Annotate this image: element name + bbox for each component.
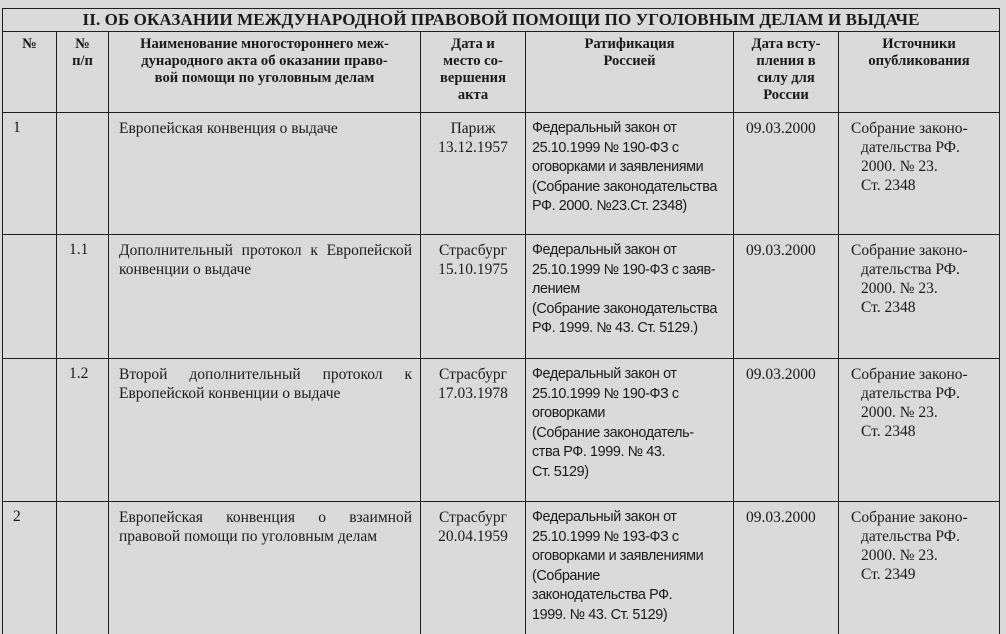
publication-source: Собрание законо- дательства РФ. 2000. № 23. Ст. 2348 — [839, 359, 1000, 502]
ratification-text: Федеральный закон от 25.10.1999 № 190-ФЗ с оговорками и заявлениями (Собрание законодательства РФ. 2000. №23.Ст. 2348) — [526, 113, 734, 235]
header-act-name: Наименование многостороннего меж- дународного акта об оказании право- вой помощи по уголовным делам — [109, 32, 421, 113]
table-row — [3, 113, 1000, 235]
effective-date: 09.03.2000 — [734, 235, 839, 359]
row-sub-num: 1.1 — [57, 235, 109, 359]
publication-source: Собрание законо- дательства РФ. 2000. № 23. Ст. 2349 — [839, 502, 1000, 634]
row-num: 2 — [3, 502, 57, 634]
act-date-place: Страсбург 15.10.1975 — [421, 235, 526, 359]
table-row — [3, 502, 1000, 634]
ratification-text: Федеральный закон от 25.10.1999 № 190-ФЗ с заяв- лением (Собрание законодательства РФ. 1999. № 43. Ст. 5129.) — [526, 235, 734, 359]
header-sources: Источники опубликования — [839, 32, 1000, 113]
header-ratification: Ратификация Россией — [526, 32, 734, 113]
header-date-place: Дата и место со- вершения акта — [421, 32, 526, 113]
header-row — [3, 32, 1000, 113]
act-name: Европейская конвенция о выдаче — [109, 113, 421, 235]
header-effective-date: Дата всту- пления в силу для России — [734, 32, 839, 113]
table-row — [3, 359, 1000, 502]
act-name: Европейская конвенция о взаимной правовой помощи по уголовным делам — [109, 502, 421, 634]
header-sub-num: № п/п — [57, 32, 109, 113]
ratification-text: Федеральный закон от 25.10.1999 № 190-ФЗ с оговорками (Собрание законодатель- ства РФ. 1999. № 43. Ст. 5129) — [526, 359, 734, 502]
ratification-text: Федеральный закон от 25.10.1999 № 193-ФЗ с оговорками и заявлениями (Собрание законодательства РФ. 1999. № 43. Ст. 5129) — [526, 502, 734, 634]
table-row — [3, 235, 1000, 359]
header-num: № — [3, 32, 57, 113]
act-date-place: Страсбург 20.04.1959 — [421, 502, 526, 634]
publication-source: Собрание законо- дательства РФ. 2000. № 23. Ст. 2348 — [839, 235, 1000, 359]
act-name: Дополнительный протокол к Европейской конвенции о выдаче — [109, 235, 421, 359]
effective-date: 09.03.2000 — [734, 113, 839, 235]
effective-date: 09.03.2000 — [734, 502, 839, 634]
act-name: Второй дополнительный протокол к Европейской конвенции о выдаче — [109, 359, 421, 502]
act-date-place: Париж 13.12.1957 — [421, 113, 526, 235]
section-title: II. ОБ ОКАЗАНИИ МЕЖДУНАРОДНОЙ ПРАВОВОЙ ПОМОЩИ ПО УГОЛОВНЫМ ДЕЛАМ И ВЫДАЧЕ — [3, 9, 1000, 32]
row-sub-num — [57, 502, 109, 634]
publication-source: Собрание законо- дательства РФ. 2000. № 23. Ст. 2348 — [839, 113, 1000, 235]
act-date-place: Страсбург 17.03.1978 — [421, 359, 526, 502]
row-num: 1 — [3, 113, 57, 235]
row-sub-num — [57, 113, 109, 235]
effective-date: 09.03.2000 — [734, 359, 839, 502]
row-num — [3, 359, 57, 502]
row-sub-num: 1.2 — [57, 359, 109, 502]
row-num — [3, 235, 57, 359]
treaty-table — [2, 8, 1000, 634]
